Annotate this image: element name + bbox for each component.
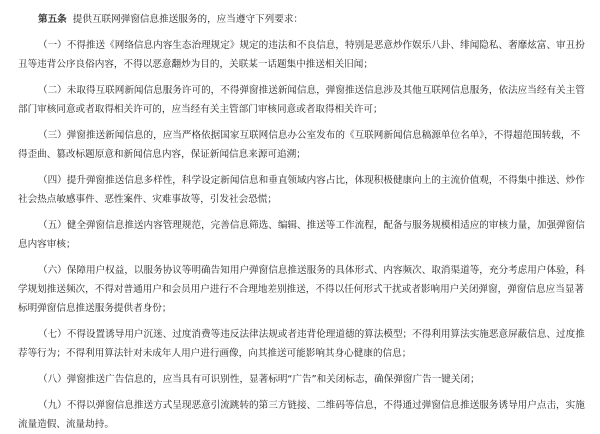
article-label: 第五条 — [38, 14, 67, 25]
article-intro: 提供互联网弹窗信息推送服务的，应当遵守下列要求： — [72, 14, 304, 25]
article-item-2: （二）未取得互联网新闻信息服务许可的，不得弹窗推送新闻信息，弹窗推送信息涉及其他互联网信息服务，依法应当经有关主管部门审核同意或者取得相关许可的，应当经有关主管部门审核同意或者取得相关许可； — [18, 85, 585, 115]
article-item-1: （一）不得推送《网络信息内容生态治理规定》规定的违法和不良信息，特别是恶意炒作娱乐八卦、绯闻隐私、奢靡炫富、审丑扮丑等违背公序良俗内容，不得以恶意翻炒为目的，关联某一话题集中推送相关旧闻； — [18, 40, 585, 70]
article-item-5: （五）健全弹窗信息推送内容管理规范，完善信息筛选、编辑、推送等工作流程，配备与服务规模相适应的审核力量，加强弹窗信息内容审核； — [18, 220, 585, 250]
article-heading — [18, 10, 588, 29]
article-item-6: （六）保障用户权益，以服务协议等明确告知用户弹窗信息推送服务的具体形式、内容频次、取消渠道等，充分考虑用户体验，科学规划推送频次，不得对普通用户和会员用户进行不合理地差别推送，不得以任何形式干扰或者影响用户关闭弹窗，弹窗信息应当显著标明弹窗信息推送服务提供者身份； — [18, 265, 585, 314]
article-item-4: （四）提升弹窗推送信息多样性，科学设定新闻信息和垂直领域内容占比，体现积极健康向上的主流价值观，不得集中推送、炒作社会热点敏感事件、恶性案件、灾难事故等，引发社会恐慌； — [18, 175, 585, 205]
article-item-8: （八）弹窗推送广告信息的，应当具有可识别性，显著标明“广告”和关闭标志，确保弹窗广告一键关闭； — [38, 374, 480, 385]
article-item-3: （三）弹窗推送新闻信息的，应当严格依据国家互联网信息办公室发布的《互联网新闻信息稿源单位名单》，不得超范围转载，不得歪曲、篡改标题原意和新闻信息内容，保证新闻信息来源可追溯； — [18, 130, 581, 160]
article-item-7: （七）不得设置诱导用户沉迷、过度消费等违反法律法规或者违背伦理道德的算法模型；不得利用算法实施恶意屏蔽信息、过度推荐等行为；不得利用算法针对未成年人用户进行画像，向其推送可能影响其身心健康的信息； — [18, 329, 585, 359]
article-item-9: （九）不得以弹窗信息推送方式呈现恶意引流跳转的第三方链接、二维码等信息，不得通过弹窗信息推送服务诱导用户点击，实施流量造假、流量劫持。 — [18, 400, 585, 430]
